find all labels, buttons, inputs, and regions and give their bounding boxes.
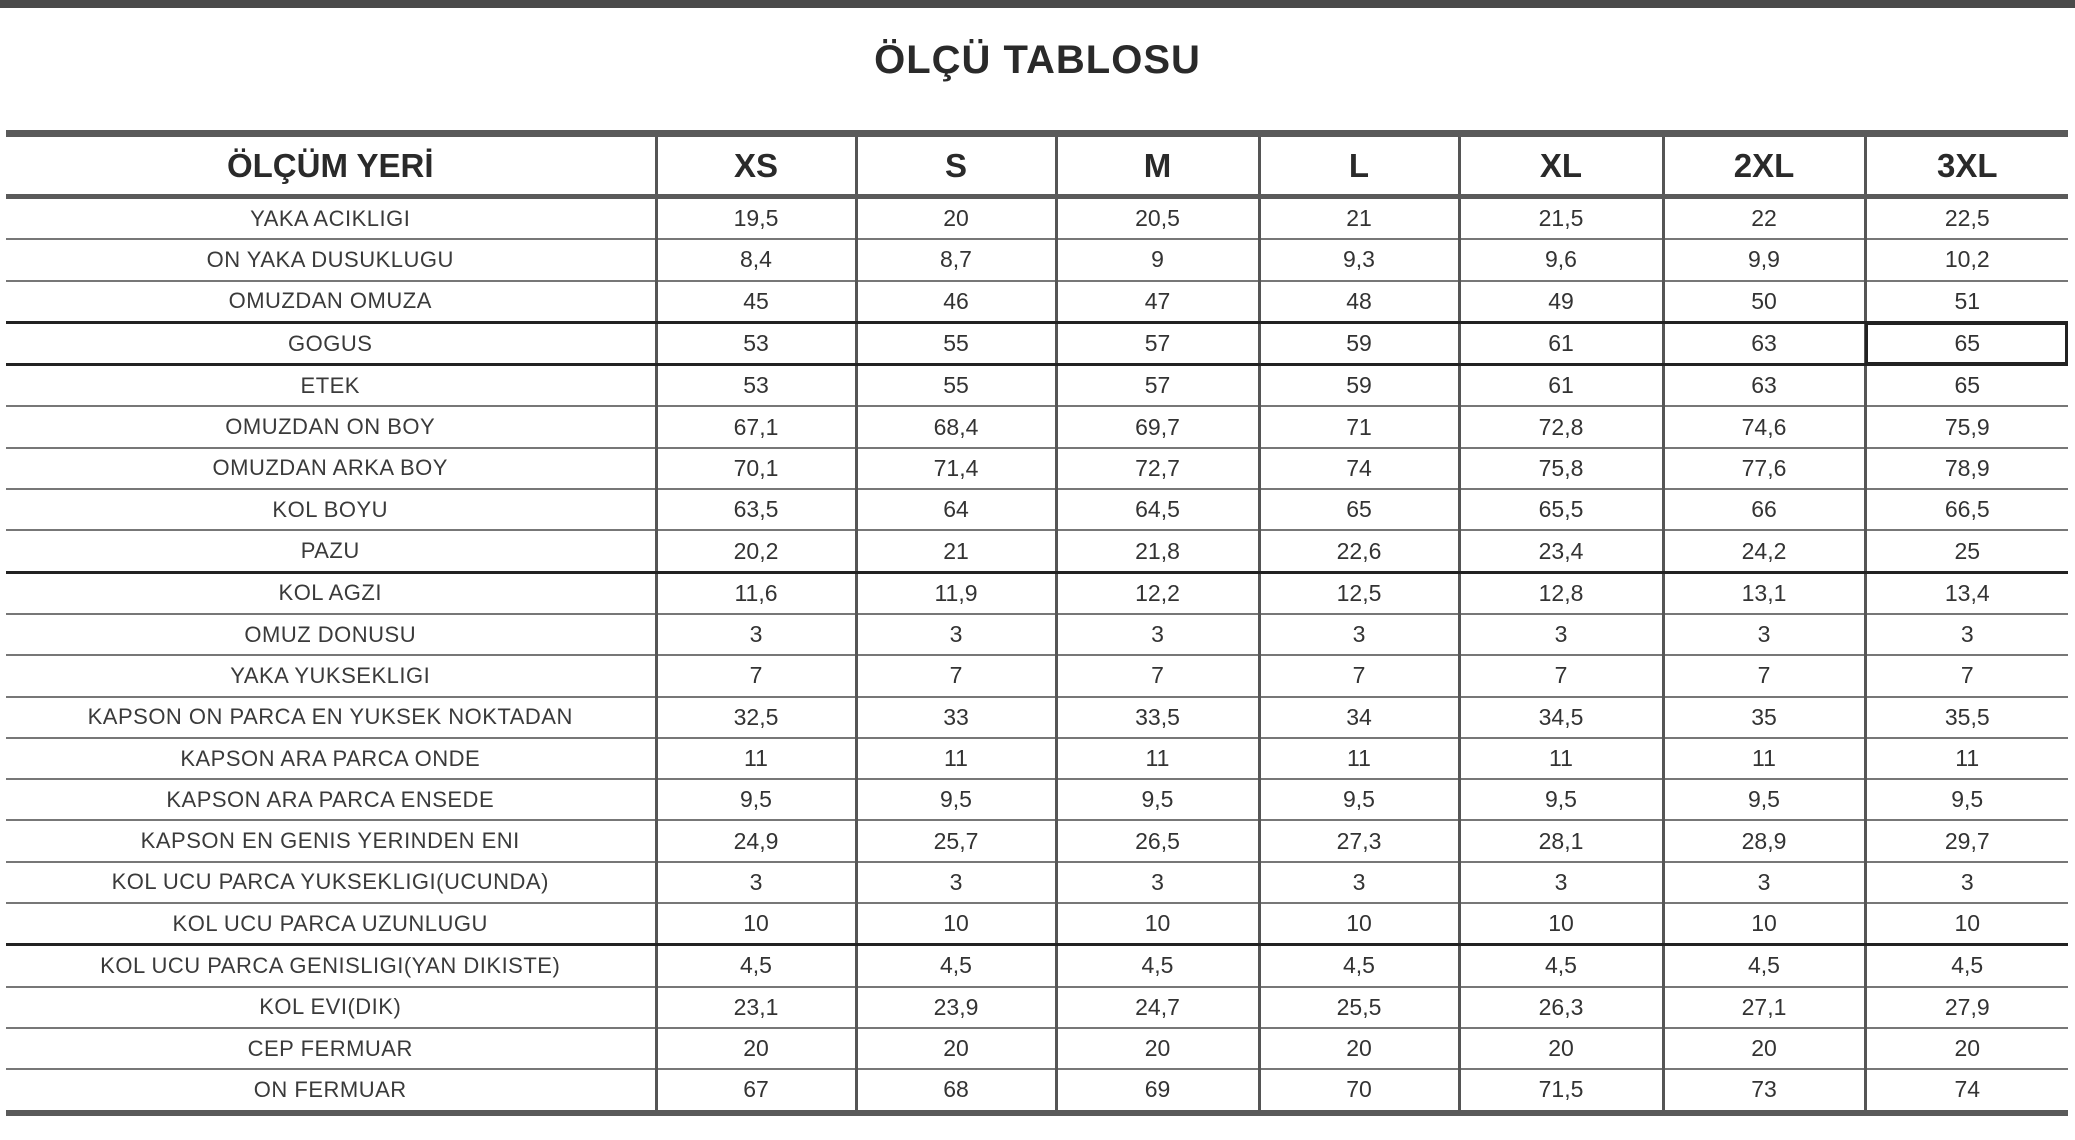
measurement-label: KAPSON ON PARCA EN YUKSEK NOKTADAN — [6, 697, 656, 738]
size-value-cell: 47 — [1056, 281, 1259, 323]
size-value-cell: 20 — [856, 1028, 1056, 1069]
size-value-cell: 9,5 — [1459, 779, 1663, 820]
measurement-label: YAKA YUKSEKLIGI — [6, 655, 656, 696]
header-size-m: M — [1056, 134, 1259, 197]
size-value-cell: 24,9 — [656, 820, 856, 861]
size-value-cell: 23,9 — [856, 987, 1056, 1028]
measurement-label: KOL UCU PARCA YUKSEKLIGI(UCUNDA) — [6, 862, 656, 903]
size-value-cell: 77,6 — [1663, 448, 1865, 489]
size-value-cell: 24,2 — [1663, 530, 1865, 572]
size-value-cell: 50 — [1663, 281, 1865, 323]
measurement-label: OMUZDAN OMUZA — [6, 281, 656, 323]
size-value-cell: 22,5 — [1865, 197, 2068, 240]
size-chart-table — [6, 130, 2068, 1116]
size-value-cell: 3 — [1259, 862, 1459, 903]
size-value-cell: 3 — [1663, 614, 1865, 655]
measurement-label: PAZU — [6, 530, 656, 572]
size-value-cell: 10 — [656, 903, 856, 945]
measurement-label: KOL BOYU — [6, 489, 656, 530]
size-value-cell: 63 — [1663, 322, 1865, 364]
header-size-3xl: 3XL — [1865, 134, 2068, 197]
size-value-cell: 75,9 — [1865, 406, 2068, 447]
table-row — [6, 614, 2068, 655]
size-value-cell: 63,5 — [656, 489, 856, 530]
size-value-cell: 11 — [1259, 738, 1459, 779]
measurement-label: KAPSON EN GENIS YERINDEN ENI — [6, 820, 656, 861]
size-value-cell: 20 — [1865, 1028, 2068, 1069]
size-value-cell: 3 — [1056, 614, 1259, 655]
size-value-cell: 20,5 — [1056, 197, 1259, 240]
size-value-cell: 27,1 — [1663, 987, 1865, 1028]
measurement-label: OMUZDAN ARKA BOY — [6, 448, 656, 489]
size-value-cell: 69 — [1056, 1069, 1259, 1112]
size-value-cell: 11 — [1459, 738, 1663, 779]
size-value-cell: 28,1 — [1459, 820, 1663, 861]
measurement-label: KOL AGZI — [6, 572, 656, 614]
table-row — [6, 862, 2068, 903]
size-value-cell: 3 — [1459, 862, 1663, 903]
table-row — [6, 197, 2068, 240]
size-value-cell: 66 — [1663, 489, 1865, 530]
size-value-cell: 59 — [1259, 322, 1459, 364]
size-value-cell: 34,5 — [1459, 697, 1663, 738]
size-value-cell: 10 — [1459, 903, 1663, 945]
size-value-cell: 9,5 — [656, 779, 856, 820]
size-value-cell: 70,1 — [656, 448, 856, 489]
size-value-cell: 32,5 — [656, 697, 856, 738]
size-value-cell: 68,4 — [856, 406, 1056, 447]
size-value-cell: 7 — [1459, 655, 1663, 696]
size-value-cell: 49 — [1459, 281, 1663, 323]
page-title: ÖLÇÜ TABLOSU — [874, 38, 1201, 82]
size-value-cell: 64 — [856, 489, 1056, 530]
size-value-cell: 24,7 — [1056, 987, 1259, 1028]
table-row — [6, 239, 2068, 280]
measurement-label: YAKA ACIKLIGI — [6, 197, 656, 240]
table-row — [6, 322, 2068, 364]
table-row — [6, 530, 2068, 572]
size-value-cell: 12,5 — [1259, 572, 1459, 614]
size-value-cell: 72,8 — [1459, 406, 1663, 447]
size-value-cell: 9,5 — [1865, 779, 2068, 820]
size-value-cell: 10 — [856, 903, 1056, 945]
size-value-cell: 27,3 — [1259, 820, 1459, 861]
size-value-cell: 67 — [656, 1069, 856, 1112]
header-size-2xl: 2XL — [1663, 134, 1865, 197]
size-value-cell: 65 — [1865, 365, 2068, 407]
measurement-label: KAPSON ARA PARCA ONDE — [6, 738, 656, 779]
size-value-cell: 57 — [1056, 365, 1259, 407]
measurement-label: KAPSON ARA PARCA ENSEDE — [6, 779, 656, 820]
size-value-cell: 13,4 — [1865, 572, 2068, 614]
measurement-label: ETEK — [6, 365, 656, 407]
measurement-label: ON YAKA DUSUKLUGU — [6, 239, 656, 280]
size-value-cell: 21 — [1259, 197, 1459, 240]
size-value-cell: 73 — [1663, 1069, 1865, 1112]
size-value-cell: 10 — [1663, 903, 1865, 945]
table-row — [6, 365, 2068, 407]
size-value-cell: 4,5 — [856, 945, 1056, 987]
size-value-cell: 26,3 — [1459, 987, 1663, 1028]
size-value-cell: 71,5 — [1459, 1069, 1663, 1112]
size-value-cell: 25,7 — [856, 820, 1056, 861]
size-value-cell: 74 — [1259, 448, 1459, 489]
table-body — [6, 197, 2068, 1113]
size-value-cell: 22 — [1663, 197, 1865, 240]
size-value-cell: 74 — [1865, 1069, 2068, 1112]
size-value-cell: 3 — [1663, 862, 1865, 903]
table-row — [6, 903, 2068, 945]
size-value-cell: 4,5 — [1865, 945, 2068, 987]
size-value-cell: 28,9 — [1663, 820, 1865, 861]
size-value-cell: 53 — [656, 365, 856, 407]
size-value-cell: 7 — [856, 655, 1056, 696]
header-row — [6, 134, 2068, 197]
size-value-cell: 9,5 — [1663, 779, 1865, 820]
size-value-cell: 8,7 — [856, 239, 1056, 280]
size-value-cell: 11 — [1056, 738, 1259, 779]
table-row — [6, 489, 2068, 530]
size-value-cell: 3 — [856, 614, 1056, 655]
size-value-cell: 3 — [1459, 614, 1663, 655]
size-value-cell: 9,5 — [1056, 779, 1259, 820]
size-value-cell: 35,5 — [1865, 697, 2068, 738]
size-value-cell: 10 — [1056, 903, 1259, 945]
header-size-s: S — [856, 134, 1056, 197]
size-value-cell: 4,5 — [1663, 945, 1865, 987]
size-value-cell: 10 — [1259, 903, 1459, 945]
size-value-cell: 23,4 — [1459, 530, 1663, 572]
size-value-cell: 3 — [1865, 862, 2068, 903]
size-value-cell: 63 — [1663, 365, 1865, 407]
size-value-cell: 11 — [856, 738, 1056, 779]
measurement-label: OMUZ DONUSU — [6, 614, 656, 655]
size-value-cell: 75,8 — [1459, 448, 1663, 489]
size-value-cell: 20 — [1056, 1028, 1259, 1069]
table-row — [6, 820, 2068, 861]
size-value-cell: 20 — [1663, 1028, 1865, 1069]
table-row — [6, 1028, 2068, 1069]
size-value-cell: 53 — [656, 322, 856, 364]
size-value-cell: 71,4 — [856, 448, 1056, 489]
header-size-xl: XL — [1459, 134, 1663, 197]
size-value-cell: 51 — [1865, 281, 2068, 323]
size-value-cell: 19,5 — [656, 197, 856, 240]
size-value-cell: 4,5 — [1259, 945, 1459, 987]
size-value-cell: 7 — [1259, 655, 1459, 696]
size-value-cell: 3 — [856, 862, 1056, 903]
size-value-cell: 55 — [856, 322, 1056, 364]
size-value-cell: 9 — [1056, 239, 1259, 280]
size-value-cell: 20 — [1459, 1028, 1663, 1069]
size-value-cell: 3 — [1865, 614, 2068, 655]
size-value-cell: 27,9 — [1865, 987, 2068, 1028]
size-value-cell: 11 — [1663, 738, 1865, 779]
size-value-cell: 3 — [656, 862, 856, 903]
measurement-label: CEP FERMUAR — [6, 1028, 656, 1069]
size-value-cell: 33 — [856, 697, 1056, 738]
size-value-cell: 45 — [656, 281, 856, 323]
size-value-cell: 11,6 — [656, 572, 856, 614]
size-value-cell: 3 — [656, 614, 856, 655]
size-value-cell: 20 — [856, 197, 1056, 240]
size-value-cell: 74,6 — [1663, 406, 1865, 447]
size-value-cell: 4,5 — [1459, 945, 1663, 987]
size-value-cell: 64,5 — [1056, 489, 1259, 530]
size-value-cell: 65 — [1865, 322, 2068, 364]
size-value-cell: 59 — [1259, 365, 1459, 407]
table-row — [6, 281, 2068, 323]
size-value-cell: 11,9 — [856, 572, 1056, 614]
size-value-cell: 72,7 — [1056, 448, 1259, 489]
size-value-cell: 10 — [1865, 903, 2068, 945]
top-rule — [0, 0, 2075, 8]
size-value-cell: 71 — [1259, 406, 1459, 447]
size-value-cell: 22,6 — [1259, 530, 1459, 572]
size-value-cell: 9,9 — [1663, 239, 1865, 280]
table-row — [6, 779, 2068, 820]
size-value-cell: 25,5 — [1259, 987, 1459, 1028]
table-row — [6, 406, 2068, 447]
size-value-cell: 57 — [1056, 322, 1259, 364]
table-row — [6, 448, 2068, 489]
size-value-cell: 68 — [856, 1069, 1056, 1112]
size-value-cell: 12,2 — [1056, 572, 1259, 614]
size-value-cell: 13,1 — [1663, 572, 1865, 614]
size-value-cell: 10,2 — [1865, 239, 2068, 280]
table-row — [6, 1069, 2068, 1112]
size-value-cell: 7 — [1056, 655, 1259, 696]
size-value-cell: 66,5 — [1865, 489, 2068, 530]
size-value-cell: 48 — [1259, 281, 1459, 323]
size-value-cell: 33,5 — [1056, 697, 1259, 738]
size-value-cell: 65 — [1259, 489, 1459, 530]
size-value-cell: 3 — [1056, 862, 1259, 903]
size-value-cell: 20 — [656, 1028, 856, 1069]
measurement-label: KOL UCU PARCA GENISLIGI(YAN DIKISTE) — [6, 945, 656, 987]
size-value-cell: 11 — [656, 738, 856, 779]
size-value-cell: 46 — [856, 281, 1056, 323]
size-value-cell: 4,5 — [656, 945, 856, 987]
size-value-cell: 78,9 — [1865, 448, 2068, 489]
table-row — [6, 697, 2068, 738]
size-value-cell: 9,5 — [856, 779, 1056, 820]
size-value-cell: 7 — [1865, 655, 2068, 696]
size-value-cell: 20,2 — [656, 530, 856, 572]
size-value-cell: 21 — [856, 530, 1056, 572]
size-value-cell: 9,6 — [1459, 239, 1663, 280]
size-value-cell: 55 — [856, 365, 1056, 407]
size-value-cell: 34 — [1259, 697, 1459, 738]
header-size-l: L — [1259, 134, 1459, 197]
table-row — [6, 572, 2068, 614]
size-value-cell: 23,1 — [656, 987, 856, 1028]
header-measurement-label: ÖLÇÜM YERİ — [6, 134, 656, 197]
size-value-cell: 4,5 — [1056, 945, 1259, 987]
table-row — [6, 987, 2068, 1028]
size-value-cell: 8,4 — [656, 239, 856, 280]
header-size-xs: XS — [656, 134, 856, 197]
size-value-cell: 65,5 — [1459, 489, 1663, 530]
measurement-label: OMUZDAN ON BOY — [6, 406, 656, 447]
table-row — [6, 738, 2068, 779]
table-row — [6, 655, 2068, 696]
size-value-cell: 21,8 — [1056, 530, 1259, 572]
size-value-cell: 11 — [1865, 738, 2068, 779]
size-value-cell: 20 — [1259, 1028, 1459, 1069]
size-value-cell: 21,5 — [1459, 197, 1663, 240]
size-value-cell: 3 — [1259, 614, 1459, 655]
size-value-cell: 29,7 — [1865, 820, 2068, 861]
measurement-label: ON FERMUAR — [6, 1069, 656, 1112]
size-value-cell: 67,1 — [656, 406, 856, 447]
size-value-cell: 26,5 — [1056, 820, 1259, 861]
size-value-cell: 61 — [1459, 322, 1663, 364]
size-value-cell: 7 — [656, 655, 856, 696]
table-row — [6, 945, 2068, 987]
size-value-cell: 9,3 — [1259, 239, 1459, 280]
size-value-cell: 70 — [1259, 1069, 1459, 1112]
measurement-label: GOGUS — [6, 322, 656, 364]
size-value-cell: 25 — [1865, 530, 2068, 572]
size-value-cell: 69,7 — [1056, 406, 1259, 447]
size-value-cell: 12,8 — [1459, 572, 1663, 614]
size-value-cell: 9,5 — [1259, 779, 1459, 820]
size-value-cell: 7 — [1663, 655, 1865, 696]
measurement-label: KOL UCU PARCA UZUNLUGU — [6, 903, 656, 945]
size-value-cell: 61 — [1459, 365, 1663, 407]
measurement-label: KOL EVI(DIK) — [6, 987, 656, 1028]
size-value-cell: 35 — [1663, 697, 1865, 738]
